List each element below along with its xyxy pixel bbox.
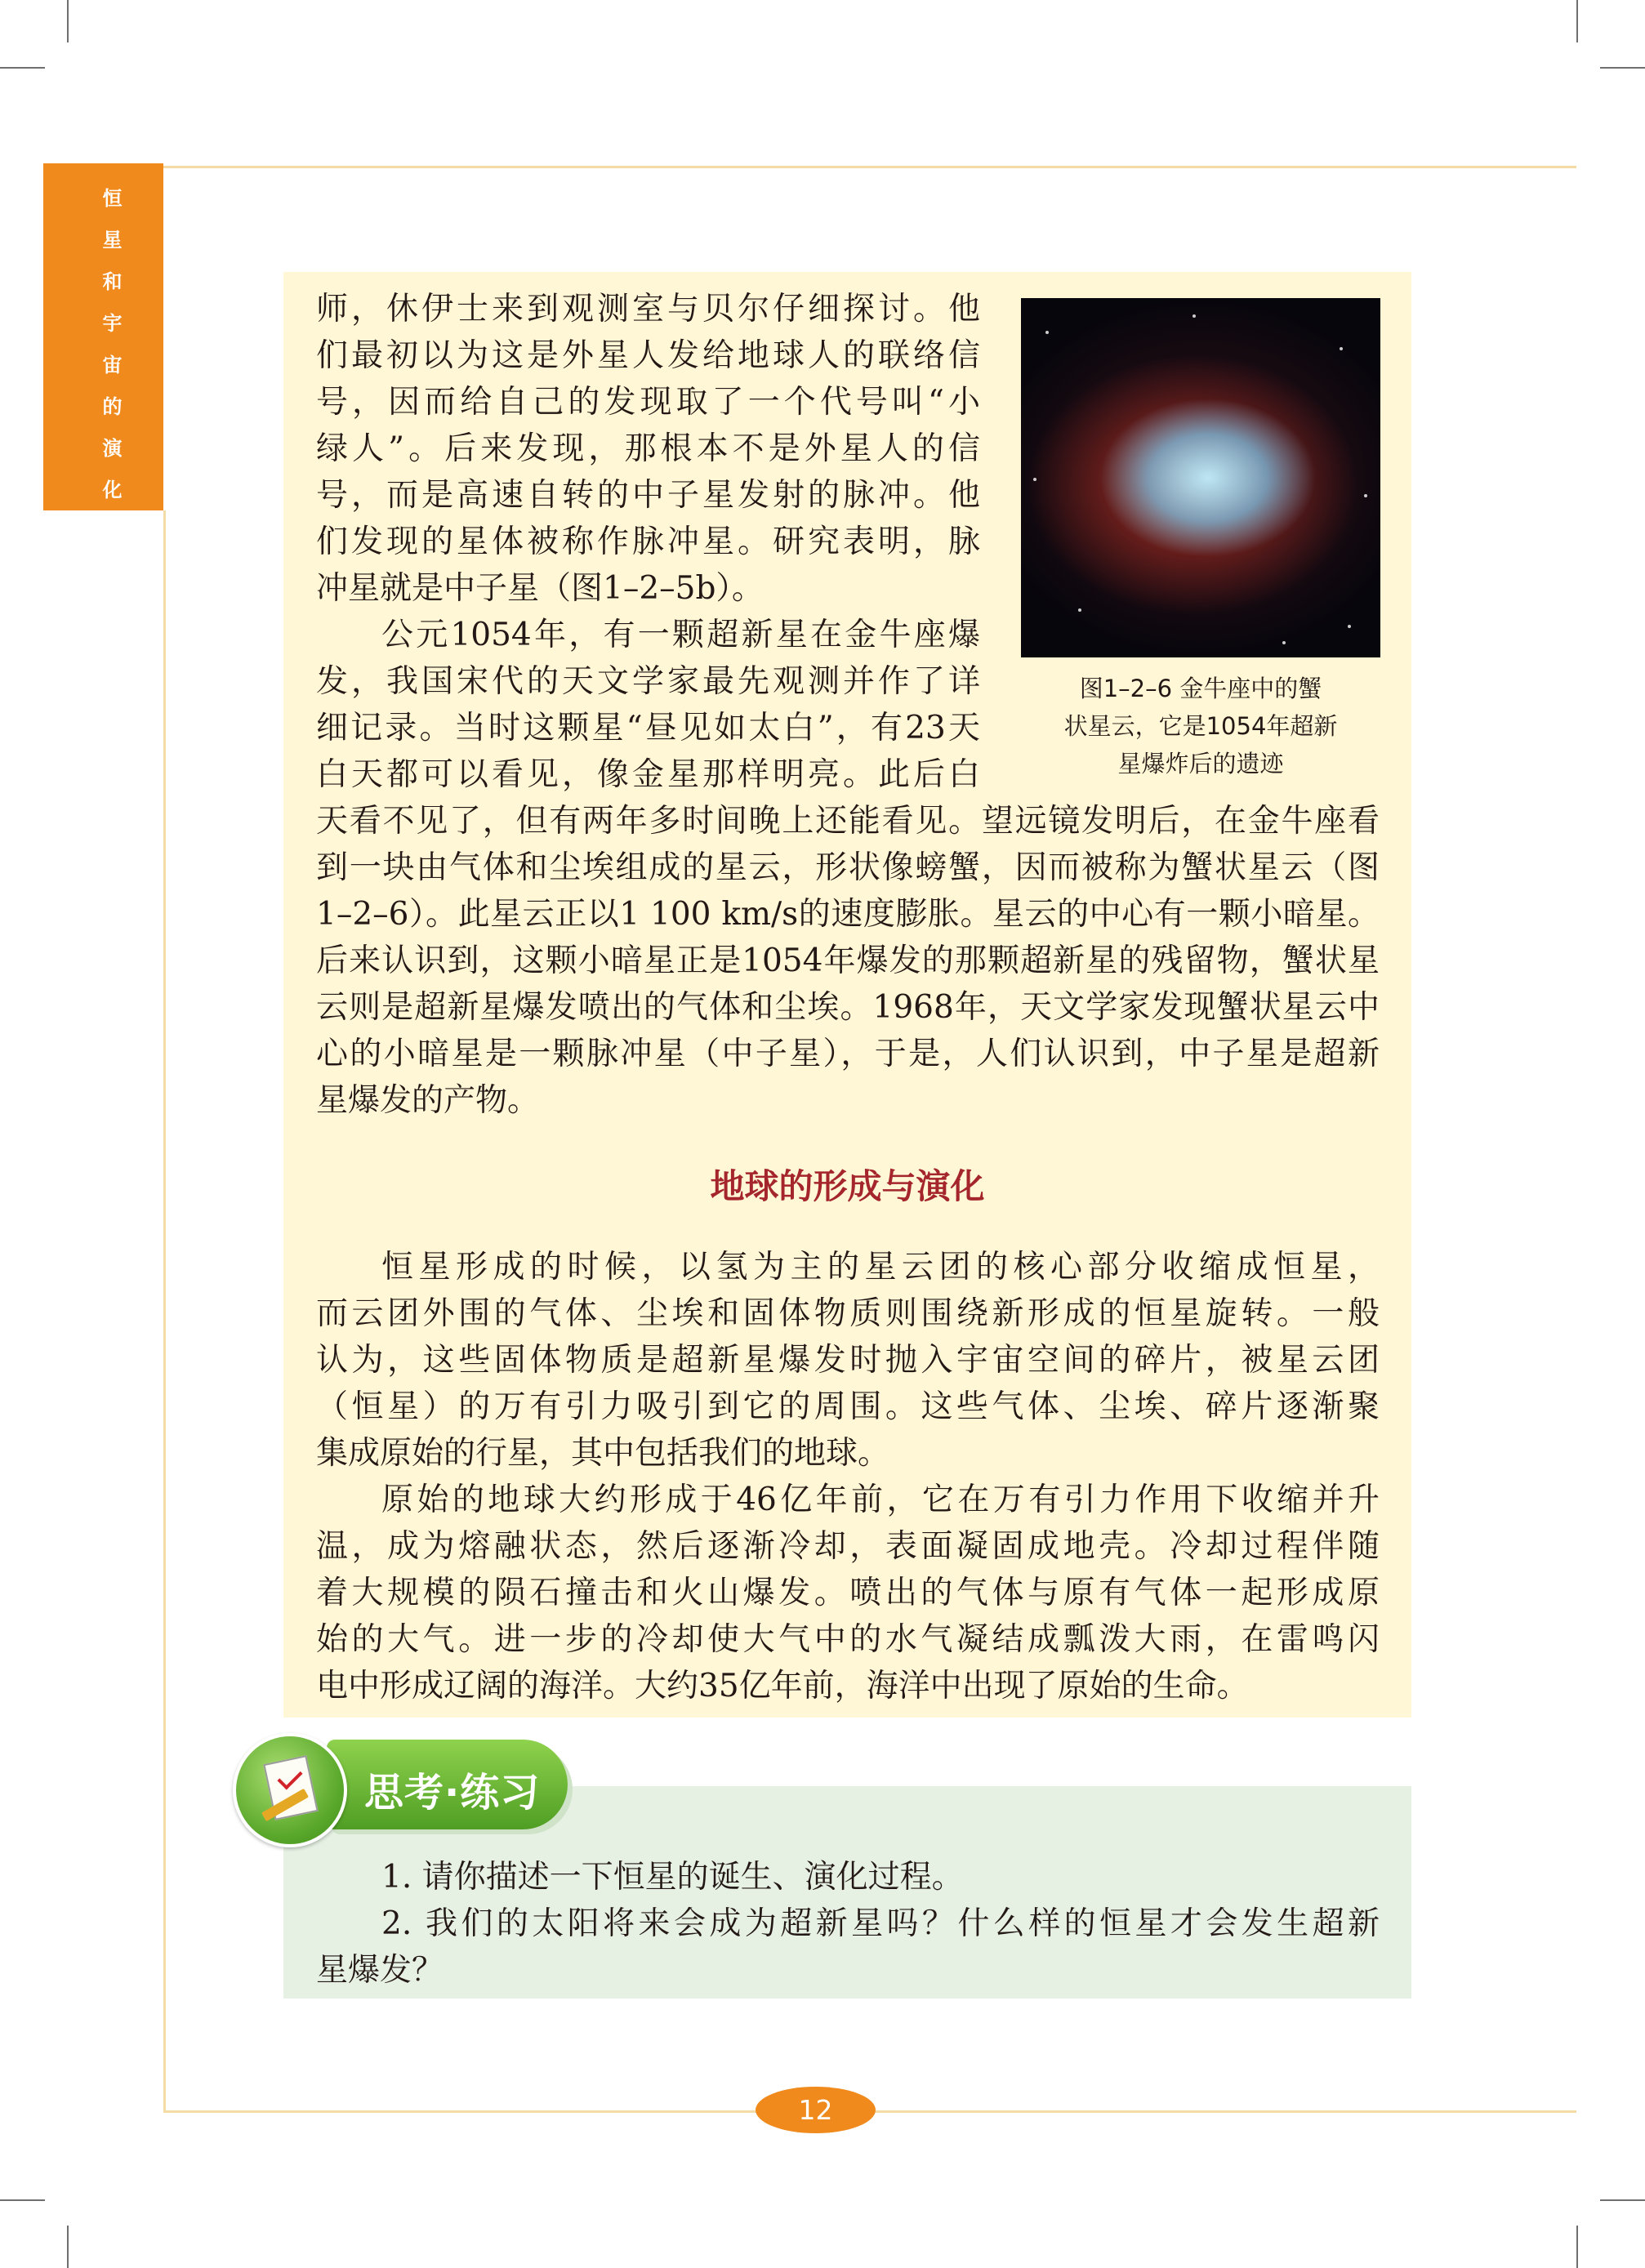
body-line: 冲星就是中子星（图1–2–5b）。 <box>316 570 764 607</box>
body-line: 始的大气。进一步的冷却使大气中的水气凝结成瓢泼大雨，在雷鸣闪 <box>316 1621 1380 1658</box>
body-line: 细记录。当时这颗星“昼见如太白”，有23天 <box>316 710 980 746</box>
exercise-title: 思考·练习 <box>364 1770 541 1816</box>
crop-mark <box>1600 2199 1645 2201</box>
body-line: 集成原始的行星，其中包括我们的地球。 <box>316 1435 890 1472</box>
body-line: 恒星形成的时候，以氢为主的星云团的核心部分收缩成恒星， <box>381 1249 1380 1285</box>
body-line: 1–2–6）。此星云正以1 100 km/s的速度膨胀。星云的中心有一颗小暗星。 <box>316 896 1380 933</box>
side-tab-char: 的 <box>102 395 123 418</box>
section-title: 地球的形成与演化 <box>710 1166 985 1206</box>
body-line: 而云团外围的气体、尘埃和固体物质则围绕新形成的恒星旋转。一般 <box>316 1295 1380 1332</box>
body-line: 号，因而给自己的发现取了一个代号叫“小 <box>316 384 980 421</box>
body-line: 公元1054年，有一颗超新星在金牛座爆 <box>381 617 980 653</box>
crab-nebula-image <box>1021 298 1380 657</box>
figure-caption-line: 图1–2–6 金牛座中的蟹 <box>1079 675 1322 702</box>
body-line: 认为，这些固体物质是超新星爆发时抛入宇宙空间的碎片，被星云团 <box>316 1342 1380 1379</box>
body-line: 后来认识到，这颗小暗星正是1054年爆发的那颗超新星的残留物，蟹状星 <box>316 942 1380 979</box>
side-tab-char: 化 <box>102 479 123 501</box>
frame-top-line <box>163 166 1576 168</box>
body-line: 们发现的星体被称作脉冲星。研究表明，脉 <box>316 524 980 560</box>
exercise-question: 星爆发？ <box>316 1952 444 1989</box>
body-line: 着大规模的陨石撞击和火山爆发。喷出的气体与原有气体一起形成原 <box>316 1575 1380 1611</box>
frame-left-line <box>163 510 166 2111</box>
crop-mark <box>1600 67 1645 69</box>
body-line: 温，成为熔融状态，然后逐渐冷却，表面凝固成地壳。冷却过程伴随 <box>316 1528 1380 1565</box>
side-tab-char: 和 <box>102 270 123 293</box>
chapter-side-tab <box>43 163 163 510</box>
body-line: 号，而是高速自转的中子星发射的脉冲。他 <box>316 477 980 514</box>
figure-caption-line: 状星云，它是1054年超新 <box>1063 712 1338 740</box>
side-tab-char: 星 <box>102 229 123 252</box>
exercise-title-banner <box>327 1740 568 1829</box>
side-tab-char: 演 <box>102 437 123 460</box>
body-line: 原始的地球大约形成于46亿年前，它在万有引力作用下收缩并升 <box>381 1482 1380 1518</box>
body-line: 星爆发的产物。 <box>316 1082 540 1119</box>
body-line: 云则是超新星爆发喷出的气体和尘埃。1968年，天文学家发现蟹状星云中 <box>316 989 1380 1026</box>
body-line: 电中形成辽阔的海洋。大约35亿年前，海洋中出现了原始的生命。 <box>316 1668 1249 1704</box>
exercise-question: 1. 请你描述一下恒星的诞生、演化过程。 <box>381 1859 964 1896</box>
crop-mark <box>0 2199 45 2201</box>
page-number-badge <box>756 2087 876 2133</box>
crop-mark <box>1576 0 1578 42</box>
body-line: 绿人”。后来发现，那根本不是外星人的信 <box>316 430 980 467</box>
side-tab-char: 宙 <box>102 354 123 377</box>
page-number: 12 <box>798 2094 833 2126</box>
crop-mark <box>1576 2226 1578 2268</box>
body-line: 发，我国宋代的天文学家最先观测并作了详 <box>316 663 980 700</box>
body-line: （恒星）的万有引力吸引到它的周围。这些气体、尘埃、碎片逐渐聚 <box>316 1388 1380 1425</box>
crop-mark <box>67 0 69 42</box>
crop-mark <box>0 67 45 69</box>
body-line: 白天都可以看见，像金星那样明亮。此后白 <box>316 756 980 793</box>
body-line: 们最初以为这是外星人发给地球人的联络信 <box>316 337 980 374</box>
side-tab-char: 宇 <box>102 312 123 335</box>
exercise-question: 2. 我们的太阳将来会成为超新星吗？什么样的恒星才会发生超新 <box>381 1905 1380 1942</box>
side-tab-char: 恒 <box>102 187 123 210</box>
body-line: 心的小暗星是一颗脉冲星（中子星），于是，人们认识到，中子星是超新 <box>316 1036 1380 1072</box>
figure-caption-line: 星爆炸后的遗迹 <box>1117 750 1284 778</box>
exercise-notepad-icon <box>233 1733 347 1847</box>
body-line: 到一块由气体和尘埃组成的星云，形状像螃蟹，因而被称为蟹状星云（图 <box>316 849 1380 886</box>
crop-mark <box>67 2226 69 2268</box>
body-line: 天看不见了，但有两年多时间晚上还能看见。望远镜发明后，在金牛座看 <box>316 803 1380 840</box>
body-line: 师，休伊士来到观测室与贝尔仔细探讨。他 <box>316 291 980 328</box>
